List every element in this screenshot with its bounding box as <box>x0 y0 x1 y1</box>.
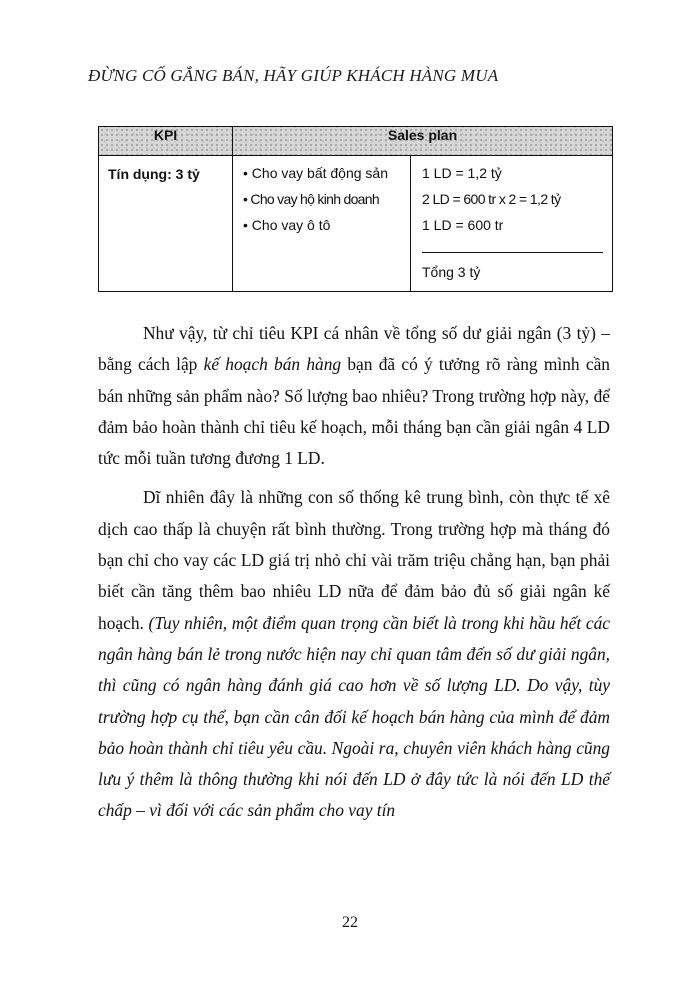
body-text <box>98 318 610 827</box>
plan-row: 1 LD = 1,2 tỷ <box>422 165 502 181</box>
total-divider <box>422 252 603 253</box>
kpi-value: Tín dụng: 3 tỷ <box>108 166 200 182</box>
text-run: Như vậy, từ chỉ tiêu KPI cá nhân về tổng số dư giải ngân (3 tỷ) – bằng cách lập <box>98 323 610 375</box>
product-list <box>234 157 409 243</box>
kpi-sales-plan-table <box>98 126 613 292</box>
plan-cell <box>411 156 613 292</box>
plan-row: 1 LD = 600 tr <box>422 217 504 233</box>
list-item: • Cho vay bất động sản <box>243 165 389 181</box>
kpi-cell <box>99 156 233 292</box>
running-header: ĐỪNG CỐ GẮNG BÁN, HÃY GIÚP KHÁCH HÀNG MUA <box>88 66 499 85</box>
products-cell <box>233 156 411 292</box>
kpi-column-header: KPI <box>99 127 233 156</box>
text-run: bạn đã có ý tưởng rõ ràng mình cần bán những sản phẩm nào? Số lượng bao nhiêu? Trong trường hợp này, để đảm bảo hoàn thành chỉ tiêu kế hoạch, mỗi tháng bạn cần giải ngân 4 LD tức mỗi tuần tương đương 1 LD. <box>98 354 610 469</box>
paragraph <box>98 318 610 474</box>
table-header-row <box>99 127 613 156</box>
list-item: • Cho vay ô tô <box>243 217 331 233</box>
emphasis-text: kế hoạch bán hàng <box>203 354 342 375</box>
product-name: Cho vay ô tô <box>251 217 331 233</box>
page-number: 22 <box>342 914 358 931</box>
text-run: Dĩ nhiên đây là những con số thống kê trung bình, còn thực tế xê dịch cao thấp là chuyện rất bình thường. Trong trường hợp mà tháng đó bạn chỉ cho vay các LD giá trị nhỏ chỉ vài trăm triệu chẳng hạn, bạn phải biết cần tăng thêm bao nhiêu LD nữa để đảm bảo đủ số giải ngân kế hoạch. <box>98 487 610 633</box>
plan-total: Tổng 3 tỷ <box>422 264 481 280</box>
table-row <box>99 156 613 292</box>
paragraph <box>98 482 610 826</box>
product-name: Cho vay hộ kinh doanh <box>250 191 379 207</box>
sales-plan-column-header: Sales plan <box>233 127 613 156</box>
list-item: • Cho vay hộ kinh doanh <box>243 191 379 207</box>
plan-row: 2 LD = 600 tr x 2 = 1,2 tỷ <box>422 191 561 207</box>
italic-note: (Tuy nhiên, một điểm quan trọng cần biết là trong khi hầu hết các ngân hàng bán lẻ trong nước hiện nay chỉ quan tâm đến số dư giải ngân, thì cũng có ngân hàng đánh giá cao hơn về số lượng LD. Do vậy, tùy trường hợp cụ thể, bạn cần cân đối kế hoạch bán hàng của mình để đảm bảo hoàn thành chỉ tiêu yêu cầu. Ngoài ra, chuyên viên khách hàng cũng lưu ý thêm là thông thường khi nói đến LD ở đây tức là nói đến LD thế chấp – vì đối với các sản phẩm cho vay tín <box>98 612 610 821</box>
product-name: Cho vay bất động sản <box>251 165 389 181</box>
